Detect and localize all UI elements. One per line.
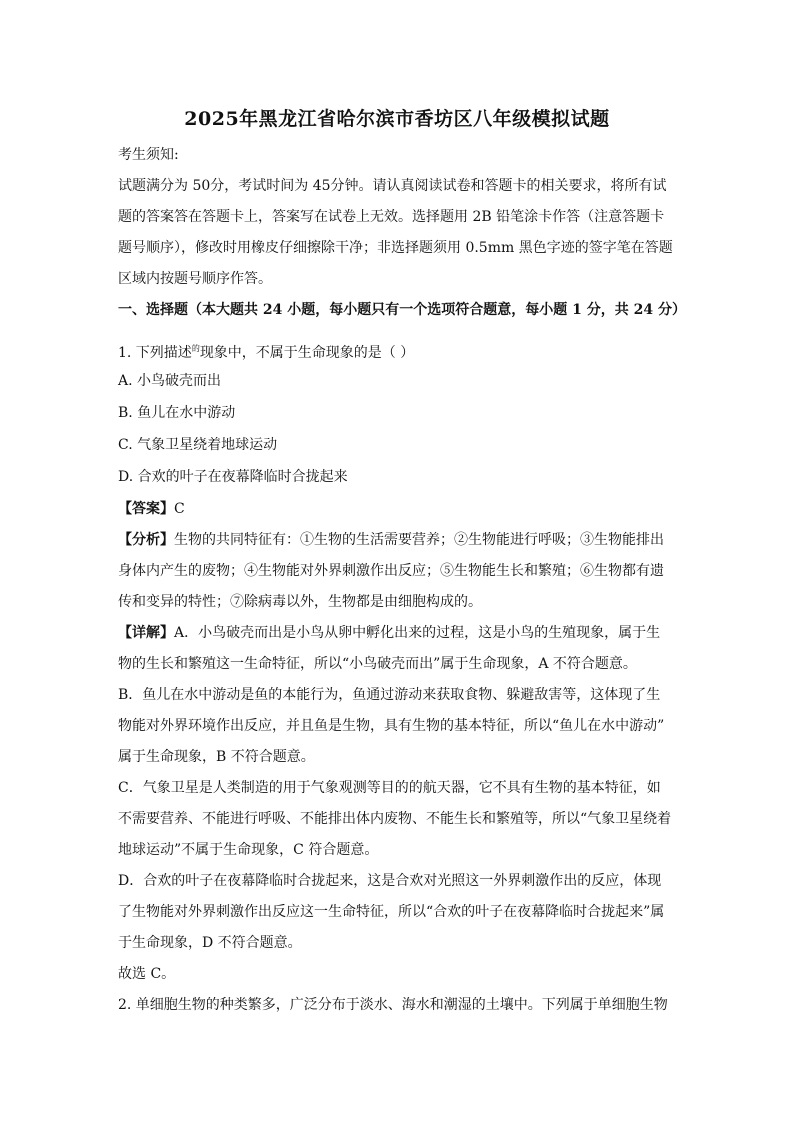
detail-line-3: B．鱼儿在水中游动是鱼的本能行为，鱼通过游动来获取食物、躲避敌害等，这体现了生 — [118, 687, 661, 703]
detail-line-2: 物的生长和繁殖这一生命特征，所以“小鸟破壳而出”属于生命现象，A 不符合题意。 — [118, 656, 637, 672]
question-1-stem-superscript: 的 — [191, 344, 200, 353]
question-1-option-b: B. 鱼儿在水中游动 — [118, 405, 236, 421]
detail-line-8: 地球运动”不属于生命现象，C 符合题意。 — [118, 842, 379, 858]
question-1-option-c: C. 气象卫星绕着地球运动 — [118, 437, 278, 453]
detail-tag: 【详解】 — [118, 625, 174, 641]
notice-line-2: 题的答案答在答题卡上，答案写在试卷上无效。选择题用 2B 铅笔涂卡作答（注意答题卡 — [118, 209, 665, 225]
detail-text-1: A．小鸟破壳而出是小鸟从卵中孵化出来的过程，这是小鸟的生殖现象，属于生 — [174, 625, 661, 641]
detail-line-11: 于生命现象，D 不符合题意。 — [118, 935, 302, 951]
analysis-tag: 【分析】 — [118, 532, 174, 548]
question-1-stem-part-b: 现象中，不属于生命现象的是（ ） — [199, 345, 415, 361]
detail-line-4: 物能对外界环境作出反应，并且鱼是生物，具有生物的基本特征，所以“鱼儿在水中游动” — [118, 718, 665, 734]
notice-heading: 考生须知: — [118, 147, 179, 163]
question-1-stem-part-a: 1. 下列描述 — [118, 345, 192, 361]
analysis-line-2: 身体内产生的废物；④生物能对外界刺激作出反应；⑤生物能生长和繁殖；⑥生物都有遗 — [118, 563, 664, 579]
question-1-option-a: A. 小鸟破壳而出 — [118, 373, 222, 389]
detail-line-9: D．合欢的叶子在夜幕降临时合拢起来，这是合欢对光照这一外界刺激作出的反应，体现 — [118, 873, 662, 889]
question-1-option-d: D. 合欢的叶子在夜幕降临时合拢起来 — [118, 469, 348, 485]
detail-line-7: 不需要营养、不能进行呼吸、不能排出体内废物、不能生长和繁殖等，所以“气象卫星绕着 — [118, 811, 672, 827]
analysis-line-3: 传和变异的特性；⑦除病毒以外，生物都是由细胞构成的。 — [118, 594, 482, 610]
detail-line-1 — [118, 623, 660, 643]
detail-line-5: 属于生命现象，B 不符合题意。 — [118, 749, 315, 765]
section-one-heading: 一、选择题（本大题共 24 小题，每小题只有一个选项符合题意，每小题 1 分，共 24 分） — [118, 302, 686, 318]
detail-line-10: 了生物能对外界刺激作出反应这一生命特征，所以“合欢的叶子在夜幕降临时合拢起来”属 — [118, 904, 665, 920]
detail-line-12: 故选 C。 — [118, 966, 176, 982]
question-2-stem: 2. 单细胞生物的种类繁多，广泛分布于淡水、海水和潮湿的土壤中。下列属于单细胞生物 — [118, 997, 668, 1013]
notice-line-3: 题号顺序），修改时用橡皮仔细擦除干净；非选择题须用 0.5mm 黑色字迹的签字笔在答题 — [118, 240, 673, 256]
answer-tag: 【答案】 — [118, 501, 174, 517]
analysis-text-1: 生物的共同特征有：①生物的生活需要营养；②生物能进行呼吸；③生物能排出 — [174, 532, 664, 548]
answer-value: C — [174, 501, 185, 517]
question-1-stem — [118, 339, 414, 363]
analysis-line-1 — [118, 530, 664, 550]
question-1-answer — [118, 499, 185, 519]
notice-line-4: 区域内按题号顺序作答。 — [118, 271, 272, 287]
page-title: 2025年黑龙江省哈尔滨市香坊区八年级模拟试题 — [184, 108, 610, 130]
notice-line-1: 试题满分为 50分，考试时间为 45分钟。请认真阅读试卷和答题卡的相关要求，将所有试 — [118, 178, 667, 194]
detail-line-6: C．气象卫星是人类制造的用于气象观测等目的的航天器，它不具有生物的基本特征，如 — [118, 780, 661, 796]
